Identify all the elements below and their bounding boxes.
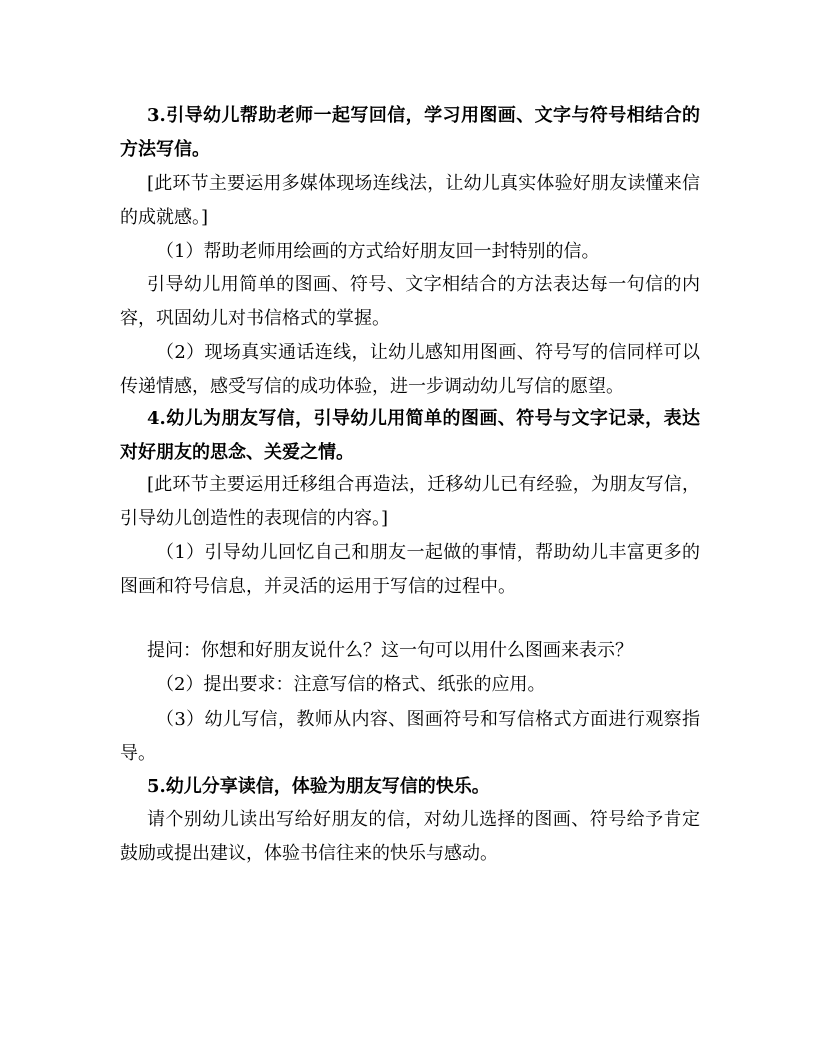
step3-heading: 3.引导幼儿帮助老师一起写回信，学习用图画、文字与符号相结合的方法写信。: [120, 105, 700, 160]
step5-detail: 请个别幼儿读出写给好朋友的信，对幼儿选择的图画、符号给予肯定鼓励或提出建议，体验书信往来的快乐与感动。: [120, 809, 700, 864]
step4-item1: （1）引导幼儿回忆自己和朋友一起做的事情，帮助幼儿丰富更多的图画和符号信息，并灵活的运用于写信的过程中。: [120, 542, 700, 597]
step3-note: [此环节主要运用多媒体现场连线法，让幼儿真实体验好朋友读懂来信的成就感。]: [120, 173, 700, 228]
step3-item1: （1）帮助老师用绘画的方式给好朋友回一封特别的信。: [156, 241, 600, 262]
step4-question: 提问：你想和好朋友说什么？这一句可以用什么图画来表示？: [147, 640, 633, 661]
step4-item2: （2）提出要求：注意写信的格式、纸张的应用。: [156, 674, 546, 695]
step3-item2: （2）现场真实通话连线，让幼儿感知用图画、符号写的信同样可以传递情感，感受写信的成功体验，进一步调动幼儿写信的愿望。: [120, 342, 700, 397]
step4-heading: 4.幼儿为朋友写信，引导幼儿用简单的图画、符号与文字记录，表达对好朋友的思念、关爱之情。: [120, 408, 700, 463]
step4-note: [此环节主要运用迁移组合再造法，迁移幼儿已有经验，为朋友写信，引导幼儿创造性的表现信的内容。]: [120, 474, 700, 529]
step3-item1-detail: 引导幼儿用简单的图画、符号、文字相结合的方法表达每一句信的内容，巩固幼儿对书信格式的掌握。: [120, 274, 700, 329]
step4-item3: （3）幼儿写信，教师从内容、图画符号和写信格式方面进行观察指导。: [120, 709, 700, 764]
step5-heading: 5.幼儿分享读信，体验为朋友写信的快乐。: [147, 776, 490, 797]
